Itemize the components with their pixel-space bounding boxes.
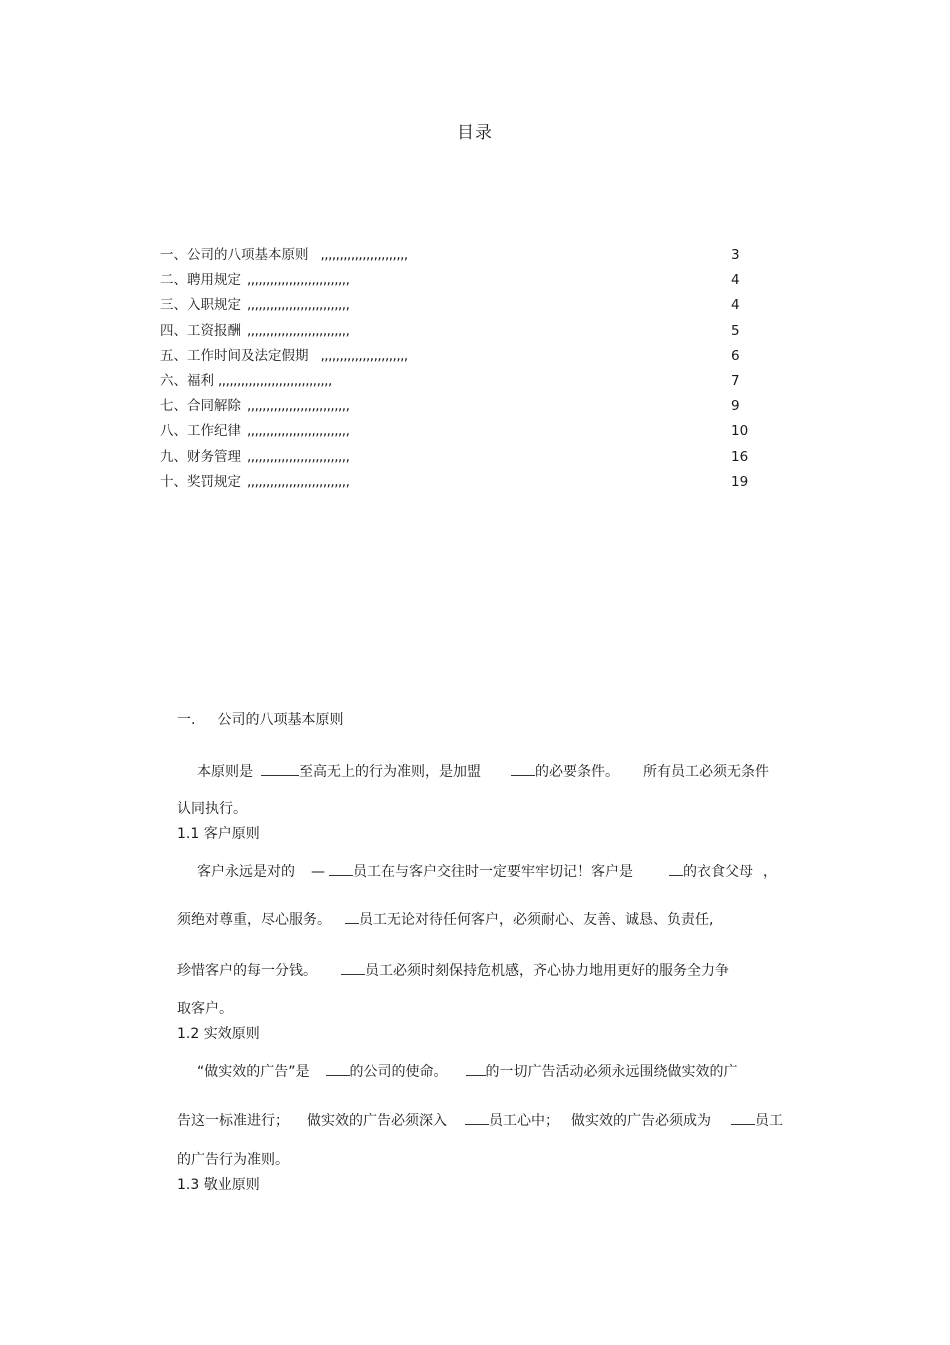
toc-leader-dots: ,,,,,,,,,,,,,,,,,,,,,,,,,,, (247, 272, 350, 289)
paragraph-line: 本原则是 至高无上的行为准则，是加盟 的必要条件。 所有员工必须无条件 (197, 764, 769, 780)
paragraph-line: 珍惜客户的每一分钱。 员工必须时刻保持危机感，齐心协力地用更好的服务全力争 (177, 963, 729, 979)
paragraph-line: 告这一标准进行； 做实效的广告必须深入 员工心中； 做实效的广告必须成为 员工 (177, 1113, 783, 1129)
toc-entry-label: 二、聘用规定 (160, 272, 241, 289)
subsection-heading: 1.2 实效原则 (177, 1026, 260, 1042)
toc-leader-dots: ,,,,,,,,,,,,,,,,,,,,,,, (320, 247, 408, 263)
toc-page-number: 4 (731, 297, 740, 314)
blank-underline (466, 1063, 486, 1076)
toc-entry[interactable] (160, 296, 760, 321)
toc-page-number: 6 (731, 347, 740, 364)
toc-page-number: 3 (731, 247, 740, 263)
toc-entry-label: 六、福利 (160, 372, 214, 389)
section-heading (177, 709, 817, 729)
toc-entry[interactable] (160, 473, 760, 498)
toc-entry-label: 三、入职规定 (160, 297, 241, 314)
paragraph-line: 取客户。 (177, 1001, 233, 1017)
toc-entry[interactable] (160, 271, 760, 296)
toc-entry-label: 十、奖罚规定 (160, 473, 241, 490)
blank-underline (511, 763, 535, 776)
toc-leader-dots: ,,,,,,,,,,,,,,,,,,,,,,,,,,, (247, 297, 350, 314)
toc-entry[interactable] (160, 372, 760, 397)
toc-page-number: 9 (731, 398, 740, 415)
toc-page-number: 16 (731, 448, 749, 465)
paragraph-line: 认同执行。 (177, 801, 247, 817)
toc-entry-label: 五、工作时间及法定假期 (160, 347, 309, 364)
blank-underline (345, 911, 359, 924)
toc-leader-dots: ,,,,,,,,,,,,,,,,,,,,,,,,,,, (247, 322, 350, 339)
table-of-contents (160, 246, 760, 498)
toc-entry[interactable] (160, 347, 760, 372)
section-number: 一. (177, 712, 196, 728)
subsection-heading: 1.3 敬业原则 (177, 1177, 260, 1193)
toc-leader-dots: ,,,,,,,,,,,,,,,,,,,,,,,,,,,,,, (218, 372, 332, 389)
subsection-heading: 1.1 客户原则 (177, 826, 260, 842)
blank-underline (465, 1112, 489, 1125)
toc-leader-dots: ,,,,,,,,,,,,,,,,,,,,,,, (320, 347, 408, 364)
blank-underline (326, 1063, 350, 1076)
paragraph-line: 客户永远是对的 — 员工在与客户交往时一定要牢牢切记！客户是 的衣食父母 ， (197, 864, 777, 880)
toc-leader-dots: ,,,,,,,,,,,,,,,,,,,,,,,,,,, (247, 398, 350, 415)
blank-underline (329, 863, 353, 876)
toc-entry-label: 一、公司的八项基本原则 (160, 247, 309, 263)
paragraph-line: 的广告行为准则。 (177, 1152, 289, 1168)
toc-entry[interactable] (160, 448, 760, 473)
toc-leader-dots: ,,,,,,,,,,,,,,,,,,,,,,,,,,, (247, 473, 350, 490)
paragraph-line: “做实效的广告”是 的公司的使命。 的一切广告活动必须永远围绕做实效的广 (197, 1064, 738, 1080)
toc-entry[interactable] (160, 322, 760, 347)
blank-underline (731, 1112, 755, 1125)
toc-page-number: 5 (731, 322, 740, 339)
toc-entry-label: 八、工作纪律 (160, 423, 241, 440)
toc-title: 目录 (457, 123, 493, 143)
section-title: 公司的八项基本原则 (217, 712, 344, 728)
toc-entry[interactable] (160, 422, 760, 447)
toc-entry[interactable] (160, 397, 760, 422)
toc-entry-label: 四、工资报酬 (160, 322, 241, 339)
toc-leader-dots: ,,,,,,,,,,,,,,,,,,,,,,,,,,, (247, 448, 350, 465)
toc-leader-dots: ,,,,,,,,,,,,,,,,,,,,,,,,,,, (247, 423, 350, 440)
toc-page-number: 19 (731, 473, 749, 490)
paragraph-line: 须绝对尊重，尽心服务。 员工无论对待任何客户，必须耐心、友善、诚恳、负责任, (177, 912, 714, 928)
toc-entry-label: 九、财务管理 (160, 448, 241, 465)
toc-entry[interactable] (160, 246, 760, 271)
toc-entry-label: 七、合同解除 (160, 398, 241, 415)
blank-underline (261, 763, 299, 776)
toc-page-number: 7 (731, 372, 740, 389)
toc-page-number: 4 (731, 272, 740, 289)
blank-underline (341, 962, 365, 975)
blank-underline (669, 863, 683, 876)
toc-page-number: 10 (731, 423, 749, 440)
